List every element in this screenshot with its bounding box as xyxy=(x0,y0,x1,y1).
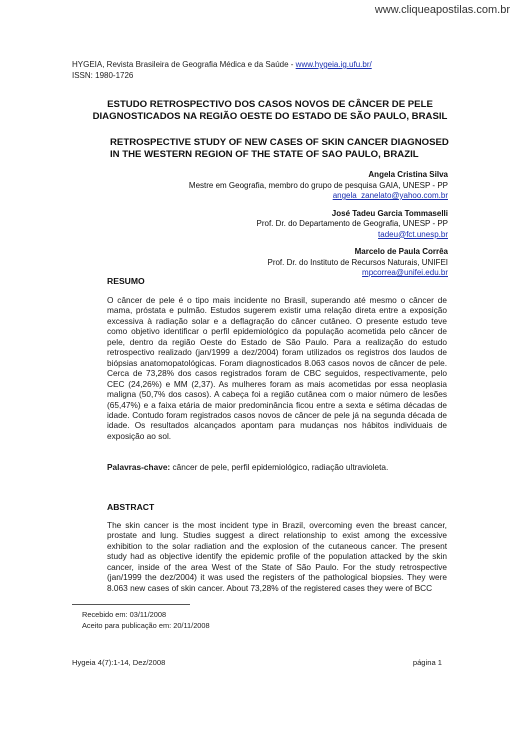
issn: ISSN: 1980-1726 xyxy=(72,70,134,80)
watermark: www.cliqueapostilas.com.br xyxy=(374,4,510,16)
page-number: página 1 xyxy=(412,658,442,667)
author-name: José Tadeu Garcia Tommaselli xyxy=(331,208,448,218)
accepted-date: Aceito para publicação em: 20/11/2008 xyxy=(82,620,210,630)
resumo-text: O câncer de pele é o tipo mais incidente no Brasil, superando até mesmo o câncer de mama, próstata e pulmão. Estudos sugerem existir uma relação direta entre a exposição excessiva à radiação solar e a deflagração do câncer cutâneo. O presente estudo teve como objetivo identificar o perfil epidemiológico da população acometida pelo câncer de pele, dentro da região Oeste do Estado de São Paulo. Para a realização do estudo retrospectivo realizado (jan/1999 a dez/2004) foram utilizados os registros dos laudos de biópsias anatomopatológicas. Foram diagnosticados 8.063 casos novos de câncer de pele. Cerca de 73,28% dos casos registrados foram de CBC seguidos, respectivamente, pelo CEC (24,26%) e MM (2,37). As mulheres foram as mais acometidas por essa neoplasia maligna (50,7% dos casos). A cabeça foi a região cutânea com o maior número de lesões (65,47%) e a faixa etária de maior predominância ficou entre a sexta e sétima décadas de idade. Contudo foram registrados casos novos de câncer de pele já na segunda década de idade. Os resultados alcançados apontam para mudanças nos hábitos individuais de exposição ao sol. xyxy=(107,295,447,441)
author-name: Angela Cristina Silva xyxy=(368,170,448,179)
title-portuguese: ESTUDO RETROSPECTIVO DOS CASOS NOVOS DE CÂNCER DE PELE DIAGNOSTICADOS NA REGIÃO OESTE DO ESTADO DE SÃO PAULO, BRASIL xyxy=(92,99,448,122)
footnote-divider xyxy=(72,604,190,605)
author-affiliation: Prof. Dr. do Instituto de Recursos Naturais, UNIFEI xyxy=(267,257,448,267)
keywords-text: câncer de pele, perfil epidemiológico, radiação ultravioleta. xyxy=(170,462,389,472)
author-email-link[interactable]: mpcorrea@unifei.edu.br xyxy=(362,268,448,277)
author-name: Marcelo de Paula Corrêa xyxy=(354,247,448,256)
author-affiliation: Mestre em Geografia, membro do grupo de pesquisa GAIA, UNESP - PP xyxy=(188,180,448,190)
author-email-link[interactable]: tadeu@fct.unesp.br xyxy=(378,229,448,239)
journal-name: HYGEIA, Revista Brasileira de Geografia Médica e da Saúde - xyxy=(72,60,296,69)
author-2 xyxy=(88,209,448,241)
author-1 xyxy=(88,170,448,202)
author-3 xyxy=(88,247,448,279)
footer-citation: Hygeia 4(7):1-14, Dez/2008 xyxy=(72,658,166,667)
title-english: RETROSPECTIVE STUDY OF NEW CASES OF SKIN CANCER DIAGNOSED IN THE WESTERN REGION OF THE STATE OF SAO PAULO, BRAZIL xyxy=(110,137,449,160)
resumo-heading: RESUMO xyxy=(107,276,145,286)
received-date: Recebido em: 03/11/2008 xyxy=(82,610,167,619)
author-email-link[interactable]: angela_zanelato@yahoo.com.br xyxy=(332,191,448,200)
keywords-label: Palavras-chave: xyxy=(107,462,171,472)
abstract-heading: ABSTRACT xyxy=(107,502,155,512)
authors-block xyxy=(88,170,448,286)
abstract-text: The skin cancer is the most incident type in Brazil, overcoming even the breast cancer, prostate and lung. Studies suggest a direct relationship to exist among the excessive exhibition to the solar radiation and the explosion of the cutaneous cancer. The present study had as objective identify the epidemic profile of the population attacked by the skin cancer, inside of the area West of the State of São Paulo. For the study retrospective (jan/1999 the dez/2004) it was used the registers of the pathological biopsies. They were 8.063 new cases of skin cancer. About 73,28% of the registered cases they were of BCC xyxy=(107,520,447,593)
keywords-line xyxy=(107,462,447,472)
journal-link[interactable]: www.hygeia.ig.ufu.br/ xyxy=(295,60,372,69)
footnotes xyxy=(82,610,210,631)
journal-header xyxy=(72,60,372,81)
author-affiliation: Prof. Dr. do Departamento de Geografia, UNESP - PP xyxy=(256,219,448,228)
